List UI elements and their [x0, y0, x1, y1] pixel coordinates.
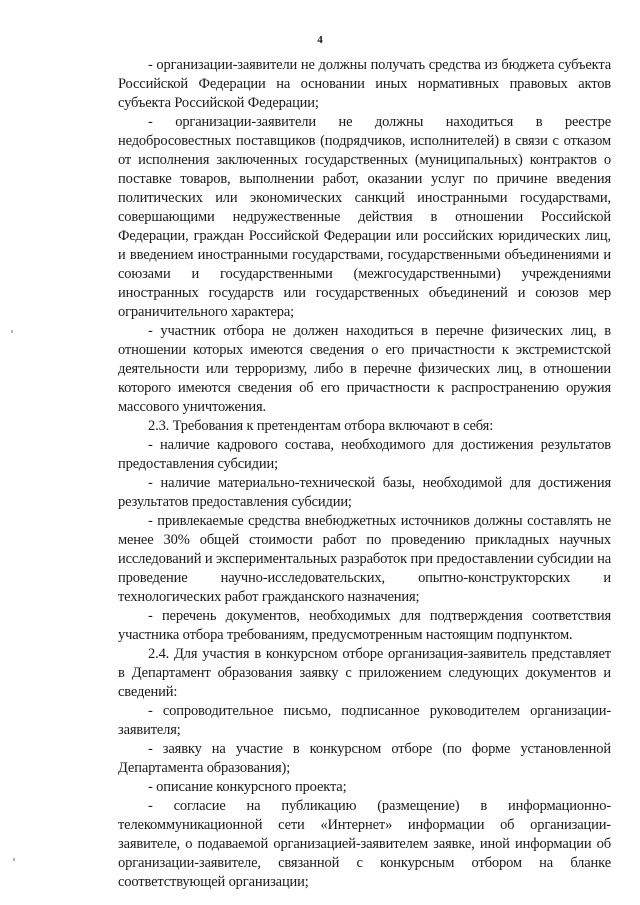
- paragraph: - перечень документов, необходимых для подтверждения соответствия участника отбора требованиям, предусмотренным настоящим подпунктом.: [118, 608, 611, 643]
- document-body: [118, 56, 611, 892]
- paragraph: - участник отбора не должен находиться в перечне физических лиц, в отношении которых имеются сведения о его причастности к экстремистской деятельности или терроризму, либо в перечне физических лиц, в отношении которого имеются сведения об его причастности к распространению оружия массового уничтожения.: [118, 323, 611, 415]
- paragraph: - описание конкурсного проекта;: [148, 779, 347, 795]
- paragraph: - привлекаемые средства внебюджетных источников должны составлять не менее 30% общей стоимости работ по проведению прикладных научных исследований и экспериментальных разработок при предоставлении субсидии на проведение научно-исследовательских, опытно-конструкторских и технологических работ гражданского назначения;: [118, 513, 611, 605]
- scan-artifact: [11, 330, 13, 333]
- scan-artifact: [13, 858, 15, 861]
- paragraph: 2.4. Для участия в конкурсном отборе организация-заявитель представляет в Департамент образования заявку с приложением следующих документов и сведений:: [118, 646, 611, 700]
- paragraph: 2.3. Требования к претендентам отбора включают в себя:: [148, 418, 494, 434]
- paragraph: - наличие кадрового состава, необходимого для достижения результатов предоставления субсидии;: [118, 437, 611, 472]
- paragraph: - организации-заявители не должны получать средства из бюджета субъекта Российской Федерации на основании иных нормативных правовых актов субъекта Российской Федерации;: [118, 57, 611, 111]
- paragraph: - заявку на участие в конкурсном отборе (по форме установленной Департамента образования);: [118, 741, 611, 776]
- paragraph: - согласие на публикацию (размещение) в информационно-телекоммуникационной сети «Интернет» информации об организации-заявителе, о подаваемой организацией-заявителем заявке, иной информации об организации-заявителе, связанной с конкурсным отбором на бланке соответствующей организации;: [118, 798, 611, 890]
- page-number: 4: [317, 34, 323, 46]
- paragraph: - наличие материально-технической базы, необходимой для достижения результатов предоставления субсидии;: [118, 475, 611, 510]
- paragraph: - сопроводительное письмо, подписанное руководителем организации-заявителя;: [118, 703, 611, 738]
- paragraph: - организации-заявители не должны находиться в реестре недобросовестных поставщиков (подрядчиков, исполнителей) в связи с отказом от исполнения заключенных государственных (муниципальных) контрактов о поставке товаров, выполнении работ, оказании услуг по причине введения политических или экономических санкций иностранными государствами, совершающими недружественные действия в отношении Российской Федерации, граждан Российской Федерации или российских юридических лиц, и введением иностранными государствами, государственными объединениями и союзами и государственными (межгосударственными) учреждениями иностранных государств или государственных объединений и союзов мер ограничительного характера;: [118, 114, 611, 320]
